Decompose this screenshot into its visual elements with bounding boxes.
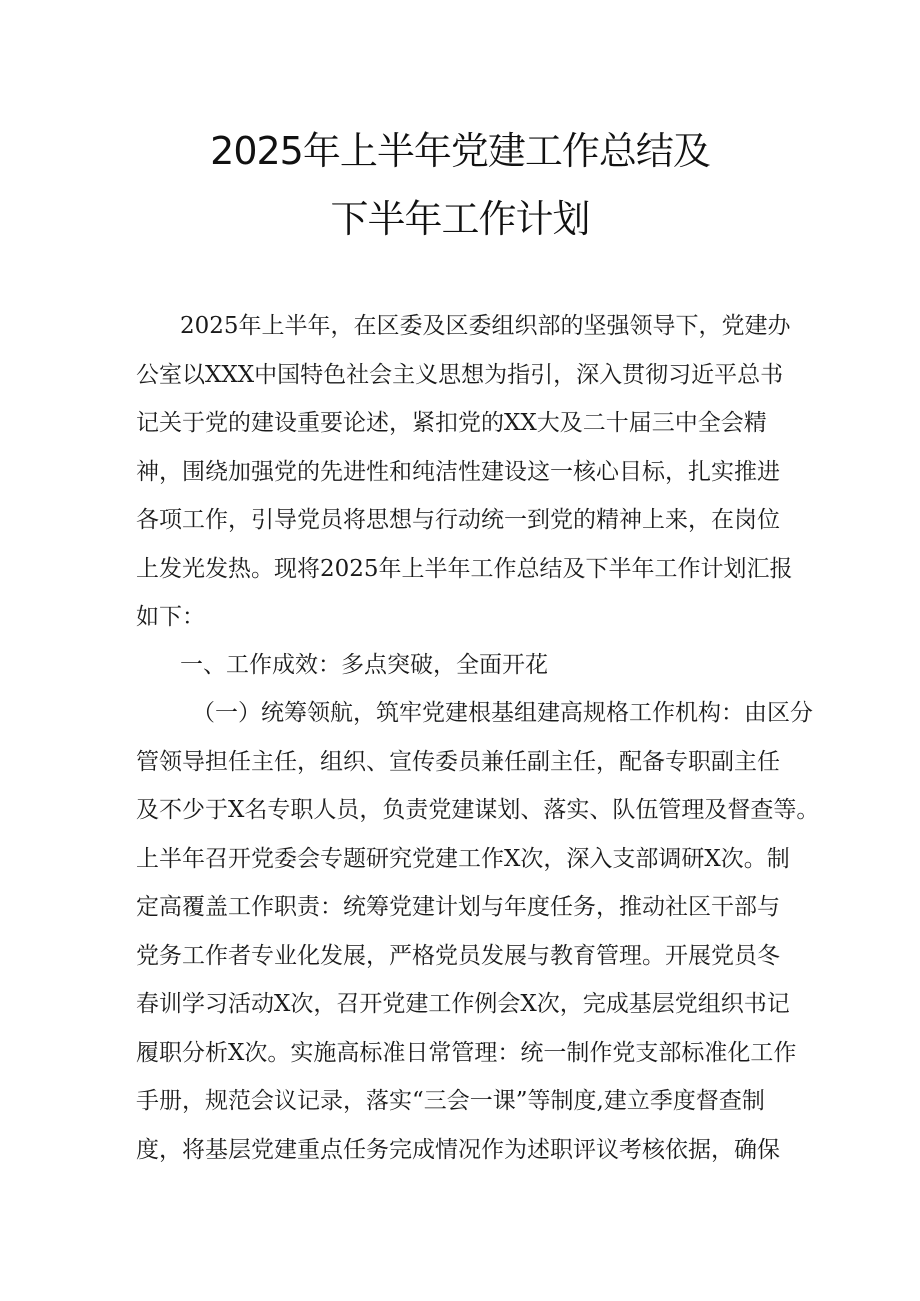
intro-line: 上发光发热。现将2025年上半年工作总结及下半年工作计划汇报: [136, 555, 793, 582]
document-title-line-2: 下半年工作计划: [330, 197, 590, 241]
document-title-line-1: 2025年上半年党建工作总结及: [210, 129, 710, 173]
section-paragraph: [136, 689, 820, 1174]
section-line: 度，将基层党建重点任务完成情况作为述职评议考核依据，确保: [136, 1136, 780, 1163]
section-line: 党务工作者专业化发展，严格党员发展与教育管理。开展党员冬: [136, 942, 780, 969]
section-line: （一）统筹领航，筑牢党建根基组建高规格工作机构：由区分: [192, 700, 813, 726]
intro-line: 如下：: [136, 604, 205, 630]
intro-line: 记关于党的建设重要论述，紧扣党的XX大及二十届三中全会精: [136, 410, 767, 436]
intro-line: 各项工作，引导党员将思想与行动统一到党的精神上来，在岗位: [136, 507, 780, 533]
section-line: 定高覆盖工作职责：统筹党建计划与年度任务，推动社区干部与: [136, 894, 780, 920]
section-line: 春训学习活动X次，召开党建工作例会X次，完成基层党组织书记: [136, 991, 790, 1017]
intro-line: 神，围绕加强党的先进性和纯洁性建设这一核心目标，扎实推进: [136, 458, 780, 485]
section-line: 手册，规范会议记录，落实“三会一课”等制度,建立季度督查制: [136, 1088, 765, 1114]
intro-paragraph: [136, 302, 796, 642]
section-line: 上半年召开党委会专题研究党建工作X次，深入支部调研X次。制: [136, 845, 790, 872]
section-heading: 一、工作成效：多点突破，全面开花: [180, 652, 548, 678]
section-line: 及不少于X名专职人员，负责党建谋划、落实、队伍管理及督查等。: [136, 797, 820, 823]
section-heading-block: [136, 641, 796, 690]
section-line: 管领导担任主任，组织、宣传委员兼任副主任，配备专职副主任: [136, 748, 780, 775]
section-line: 履职分析X次。实施高标准日常管理：统一制作党支部标准化工作: [136, 1039, 797, 1066]
intro-line: 公室以XXX中国特色社会主义思想为指引，深入贯彻习近平总书: [136, 361, 784, 388]
intro-line: 2025年上半年，在区委及区委组织部的坚强领导下，党建办: [180, 313, 791, 339]
